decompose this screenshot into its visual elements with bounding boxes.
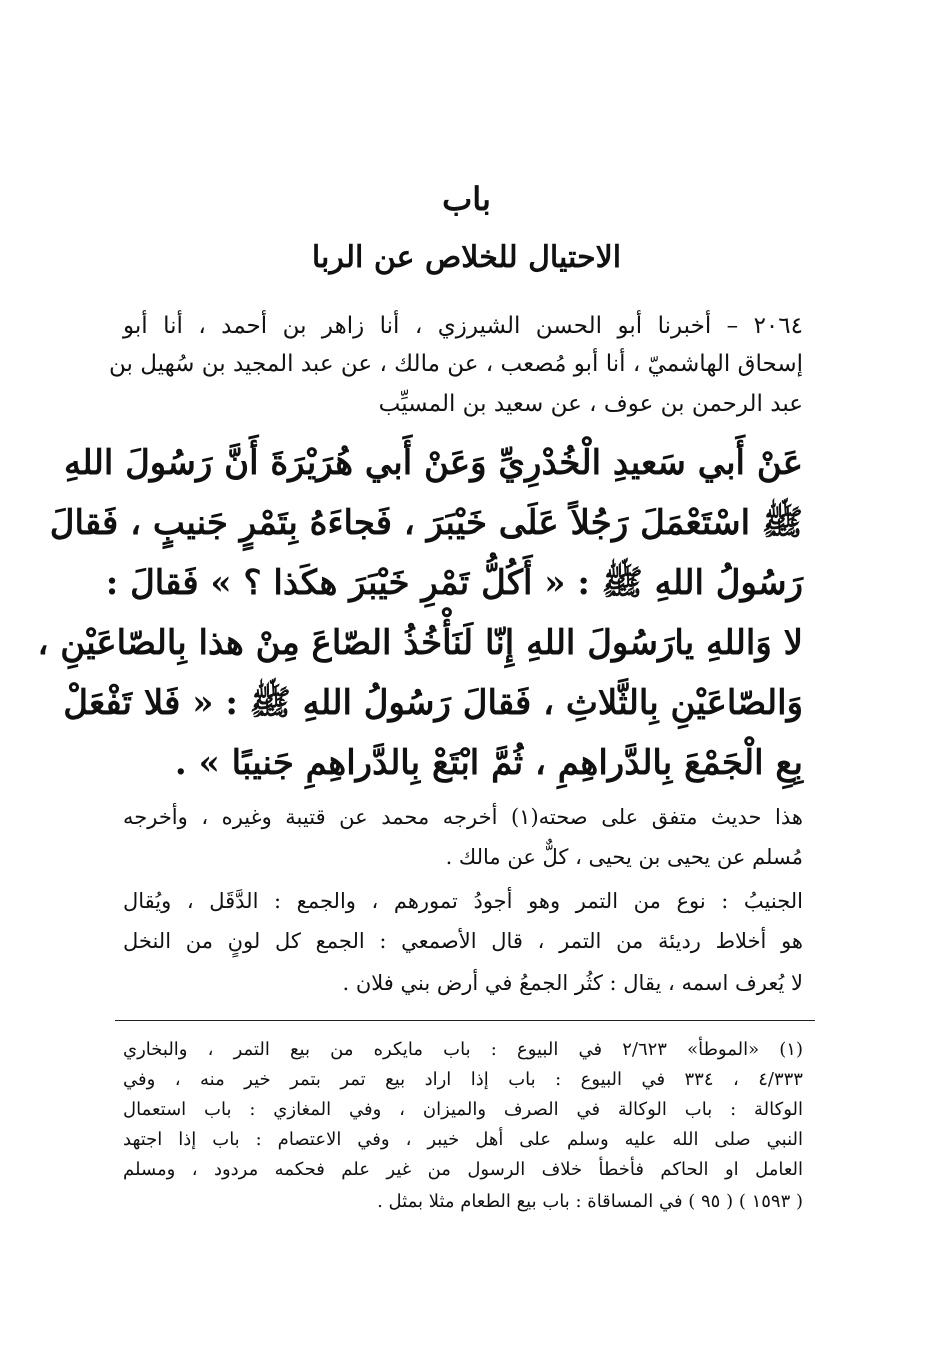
hadith-line: بِعِ الْجَمْعَ بِالدَّراهِمِ ، ثُمَّ ابْتَعْ بِالدَّراهِمِ جَنيبًا » .	[174, 743, 803, 783]
hadith-line: لا وَاللهِ يارَسُولَ اللهِ إِنّا لَنَأْخُذُ الصّاعَ مِنْ هذا بِالصّاعَيْنِ ،	[37, 623, 803, 663]
hadith-line: رَسُولُ اللهِ ﷺ : « أَكُلُّ تَمْرِ خَيْبَرَ هكَذا ؟ » فَقالَ :	[105, 563, 803, 603]
isnad-line: إسحاق الهاشميّ ، أنا أبو مُصعب ، عن مالك ، عن عبد المجيد بن سُهيل بن	[109, 351, 803, 377]
footnote-line: الوكالة : باب الوكالة في الصرف والميزان ، وفي المغازي : باب استعمال	[123, 1099, 803, 1120]
commentary-line: الجنيبُ : نوع من التمر وهو أجودُ تمورهم ، والجمع : الدَّقَل ، ويُقال	[123, 889, 803, 913]
commentary-line: هو أخلاط رديئة من التمر ، قال الأصمعي : الجمع كل لونٍ من النخل	[123, 929, 803, 953]
footnote-divider	[115, 1020, 815, 1021]
commentary-line: لا يُعرف اسمه ، يقال : كثُر الجمعُ في أرض بني فلان .	[342, 971, 803, 995]
footnote-line: ٤/٣٣٣ ، ٣٣٤ في البيوع : باب إذا اراد بيع تمر بتمر خير منه ، وفي	[123, 1069, 803, 1090]
footnote-line: العامل او الحاكم فأخطأ خلاف الرسول من غير علم فحكمه مردود ، ومسلم	[123, 1159, 803, 1180]
chapter-heading: باب	[442, 180, 491, 218]
hadith-line: ﷺ اسْتَعْمَلَ رَجُلاً عَلَى خَيْبَرَ ، فَجاءَهُ بِتَمْرٍ جَنيبٍ ، فَقالَ	[49, 503, 803, 543]
footnote-line: ( ١٥٩٣ ) ( ٩٥ ) في المساقاة : باب بيع الطعام مثلا بمثل .	[377, 1191, 803, 1212]
footnote-line: النبي صلى الله عليه وسلم على أهل خيبر ، وفي الاعتصام : باب إذا اجتهد	[123, 1129, 803, 1150]
commentary-line: هذا حديث متفق على صحته(١) أخرجه محمد عن قتيبة وغيره ، وأخرجه	[123, 805, 803, 829]
hadith-line: وَالصّاعَيْنِ بِالثَّلاثِ ، فَقالَ رَسُولُ اللهِ ﷺ : « فَلا تَفْعَلْ	[63, 683, 803, 723]
footnote-line: (١) «الموطأ» ٢/٦٢٣ في البيوع : باب مايكره من بيع التمر ، والبخاري	[123, 1039, 803, 1060]
hadith-line: عَنْ أَبي سَعيدِ الْخُدْرِيِّ وَعَنْ أَبي هُرَيْرَةَ أَنَّ رَسُولَ اللهِ	[63, 443, 803, 483]
section-title: الاحتيال للخلاص عن الربا	[311, 240, 622, 275]
commentary-line: مُسلم عن يحيى بن يحيى ، كلٌّ عن مالك .	[445, 845, 803, 869]
isnad-line: ٢٠٦٤ – أخبرنا أبو الحسن الشيرزي ، أنا زاهر بن أحمد ، أنا أبو	[123, 313, 803, 339]
isnad-line: عبد الرحمن بن عوف ، عن سعيد بن المسيِّب	[378, 391, 803, 417]
